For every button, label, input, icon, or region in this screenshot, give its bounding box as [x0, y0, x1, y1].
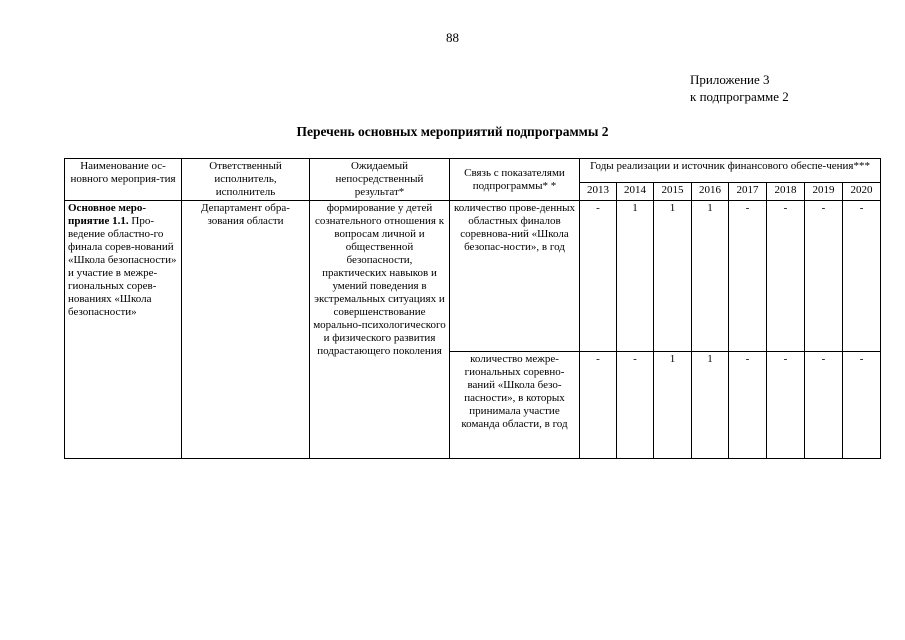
year-value: -: [729, 352, 767, 459]
appendix-note: [690, 71, 789, 105]
measures-table: [64, 158, 881, 459]
year-value: 1: [617, 201, 654, 352]
header-result: Ожидаемый непосредственный результат*: [310, 159, 450, 201]
measure-text: Про-ведение областно-го финала сорев-нований «Школа безопасности» и участие в межре-гиональных сорев-нованиях «Школа безопасности»: [68, 215, 177, 318]
measure-cell: [65, 201, 182, 459]
year-value: -: [580, 352, 617, 459]
year-value: -: [843, 201, 881, 352]
year-value: -: [843, 352, 881, 459]
year-header: 2013: [580, 183, 617, 201]
year-header: 2020: [843, 183, 881, 201]
header-measure: Наименование ос-новного мероприя-тия: [65, 159, 182, 201]
year-value: 1: [692, 201, 729, 352]
year-header: 2017: [729, 183, 767, 201]
indicator-cell: количество межре-гиональных соревно-ваний «Школа безо-пасности», в которых принимала участие команда области, в год: [450, 352, 580, 459]
measure-number: Основное меро-приятие 1.1.: [68, 202, 147, 227]
year-value: -: [580, 201, 617, 352]
year-value: 1: [654, 352, 692, 459]
indicator-cell: количество прове-денных областных финалов соревнова-ний «Школа безопас-ности», в год: [450, 201, 580, 352]
year-value: -: [805, 352, 843, 459]
page-number: 88: [446, 30, 459, 45]
year-header: 2016: [692, 183, 729, 201]
year-value: -: [617, 352, 654, 459]
year-value: 1: [692, 352, 729, 459]
result-cell: формирование у детей сознательного отношения к вопросам личной и общественной безопасности, практических навыков и умений поведения в экстремальных ситуациях и совершенствование морально-психологического и физического развития подрастающего поколения: [310, 201, 450, 459]
document-title: Перечень основных мероприятий подпрограммы 2: [296, 124, 609, 139]
executor-cell: Департамент обра-зования области: [182, 201, 310, 459]
year-header: 2014: [617, 183, 654, 201]
year-value: 1: [654, 201, 692, 352]
appendix-line-1: Приложение 3: [690, 72, 770, 87]
year-value: -: [767, 201, 805, 352]
year-header: 2019: [805, 183, 843, 201]
year-value: -: [729, 201, 767, 352]
year-value: -: [767, 352, 805, 459]
header-row: [65, 159, 881, 183]
year-header: 2015: [654, 183, 692, 201]
year-value: -: [805, 201, 843, 352]
header-executor: Ответственный исполнитель, исполнитель: [182, 159, 310, 201]
year-header: 2018: [767, 183, 805, 201]
appendix-line-2: к подпрограмме 2: [690, 89, 789, 104]
header-indicators: Связь с показателями подпрограммы* *: [450, 159, 580, 201]
header-years-group: Годы реализации и источник финансового обеспе-чения***: [580, 159, 881, 183]
table-row: [65, 201, 881, 352]
